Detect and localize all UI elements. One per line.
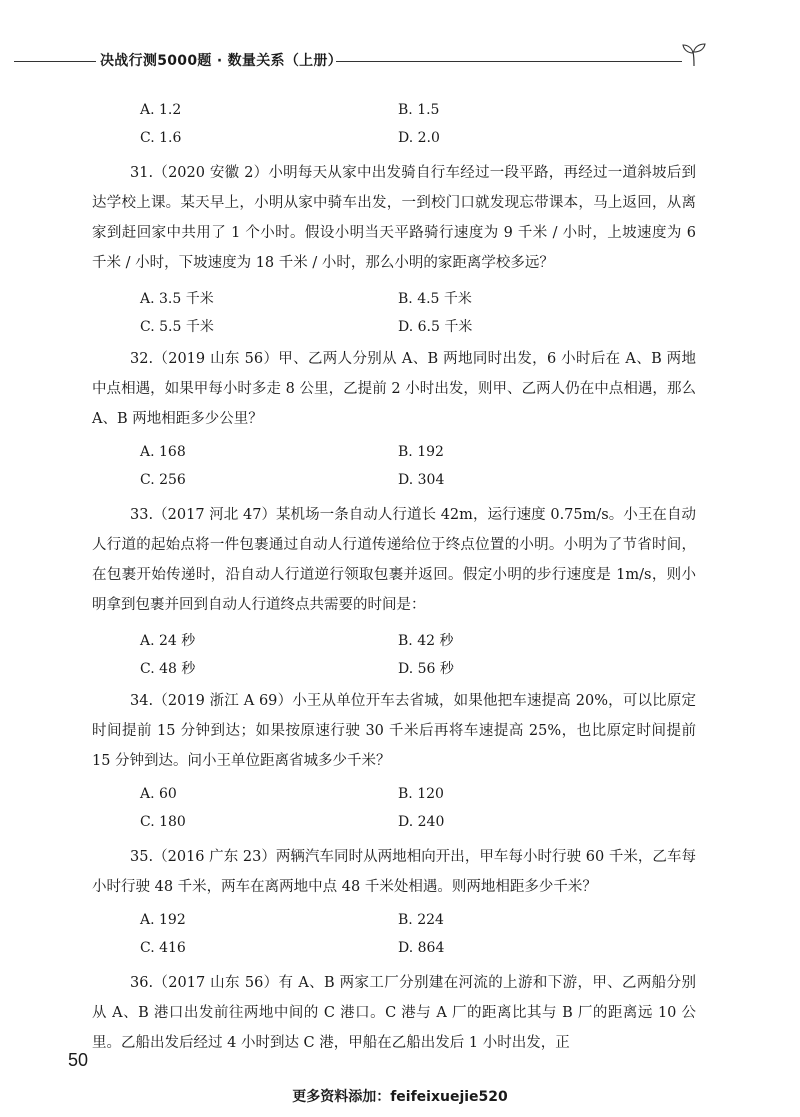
question-text: 33.（2017 河北 47）某机场一条自动人行道长 42m，运行速度 0.75m/s。小王在自动人行道的起始点将一件包裹通过自动人行道传递给位于终点位置的小明。小明为了节省时间，在包裹开始传递时，沿自动人行道逆行领取包裹并返回。假定小明的步行速度是 1m/s，则小明拿到包裹并回到自动人行道终点共需要的时间是： — [92, 507, 696, 613]
option-a: A. 168 — [140, 444, 186, 460]
option-d: D. 864 — [398, 940, 445, 956]
answer-options — [92, 776, 702, 842]
option-c: C. 48 秒 — [140, 661, 196, 677]
option-a: A. 192 — [140, 912, 186, 928]
option-b: B. 1.5 — [398, 102, 440, 118]
option-d: D. 56 秒 — [398, 661, 454, 677]
question-text: 36.（2017 山东 56）有 A、B 两家工厂分别建在河流的上游和下游，甲、乙两船分别从 A、B 港口出发前往两地中间的 C 港口。C 港与 A 厂的距离比其与 B 厂的距离远 10 公里。乙船出发后经过 4 小时到达 C 港，甲船在乙船出发后 1 小时出发，正 — [92, 975, 696, 1051]
page-number: 50 — [68, 1050, 89, 1070]
option-a: A. 3.5 千米 — [140, 291, 214, 307]
answer-options — [92, 620, 702, 686]
option-c: C. 5.5 千米 — [140, 319, 214, 335]
footer-note: 更多资料添加：feifeixuejie520 — [292, 1089, 508, 1105]
option-b: B. 120 — [398, 786, 444, 802]
option-b: B. 224 — [398, 912, 444, 928]
answer-options — [92, 278, 702, 344]
running-header — [0, 40, 800, 80]
option-a: A. 60 — [140, 786, 177, 802]
answer-options — [92, 902, 702, 968]
page-content — [92, 92, 702, 1058]
option-b: B. 4.5 千米 — [398, 291, 472, 307]
option-c: C. 180 — [140, 814, 186, 830]
option-c: C. 1.6 — [140, 130, 182, 146]
question-text: 34.（2019 浙江 A 69）小王从单位开车去省城，如果他把车速提高 20%，可以比原定时间提前 15 分钟到达；如果按原速行驶 30 千米后再将车速提高 25%，也比原定时间提前 15 分钟到达。问小王单位距离省城多少千米？ — [92, 693, 696, 769]
option-d: D. 240 — [398, 814, 445, 830]
option-b: B. 42 秒 — [398, 633, 454, 649]
option-a: A. 1.2 — [140, 102, 182, 118]
header-rule-left — [14, 61, 96, 62]
question-text: 35.（2016 广东 23）两辆汽车同时从两地相向开出，甲车每小时行驶 60 千米，乙车每小时行驶 48 千米，两车在离两地中点 48 千米处相遇。则两地相距多少千米？ — [92, 849, 696, 895]
book-title: 决战行测5000题 · 数量关系（上册） — [100, 53, 343, 69]
header-rule-right — [336, 61, 682, 62]
option-c: C. 256 — [140, 472, 186, 488]
option-c: C. 416 — [140, 940, 186, 956]
option-d: D. 2.0 — [398, 130, 440, 146]
question-text: 32.（2019 山东 56）甲、乙两人分别从 A、B 两地同时出发，6 小时后在 A、B 两地中点相遇，如果甲每小时多走 8 公里，乙提前 2 小时出发，则甲、乙两人仍在中点相遇，那么 A、B 两地相距多少公里？ — [92, 351, 696, 427]
option-d: D. 6.5 千米 — [398, 319, 473, 335]
answer-options — [92, 92, 702, 158]
answer-options — [92, 434, 702, 500]
option-b: B. 192 — [398, 444, 444, 460]
sprout-icon — [680, 40, 708, 68]
option-a: A. 24 秒 — [140, 633, 196, 649]
question-text: 31.（2020 安徽 2）小明每天从家中出发骑自行车经过一段平路，再经过一道斜坡后到达学校上课。某天早上，小明从家中骑车出发，一到校门口就发现忘带课本，马上返回，从离家到赶回家中共用了 1 个小时。假设小明当天平路骑行速度为 9 千米 / 小时，上坡速度为 6 千米 / 小时，下坡速度为 18 千米 / 小时，那么小明的家距离学校多远？ — [92, 165, 696, 271]
option-d: D. 304 — [398, 472, 445, 488]
